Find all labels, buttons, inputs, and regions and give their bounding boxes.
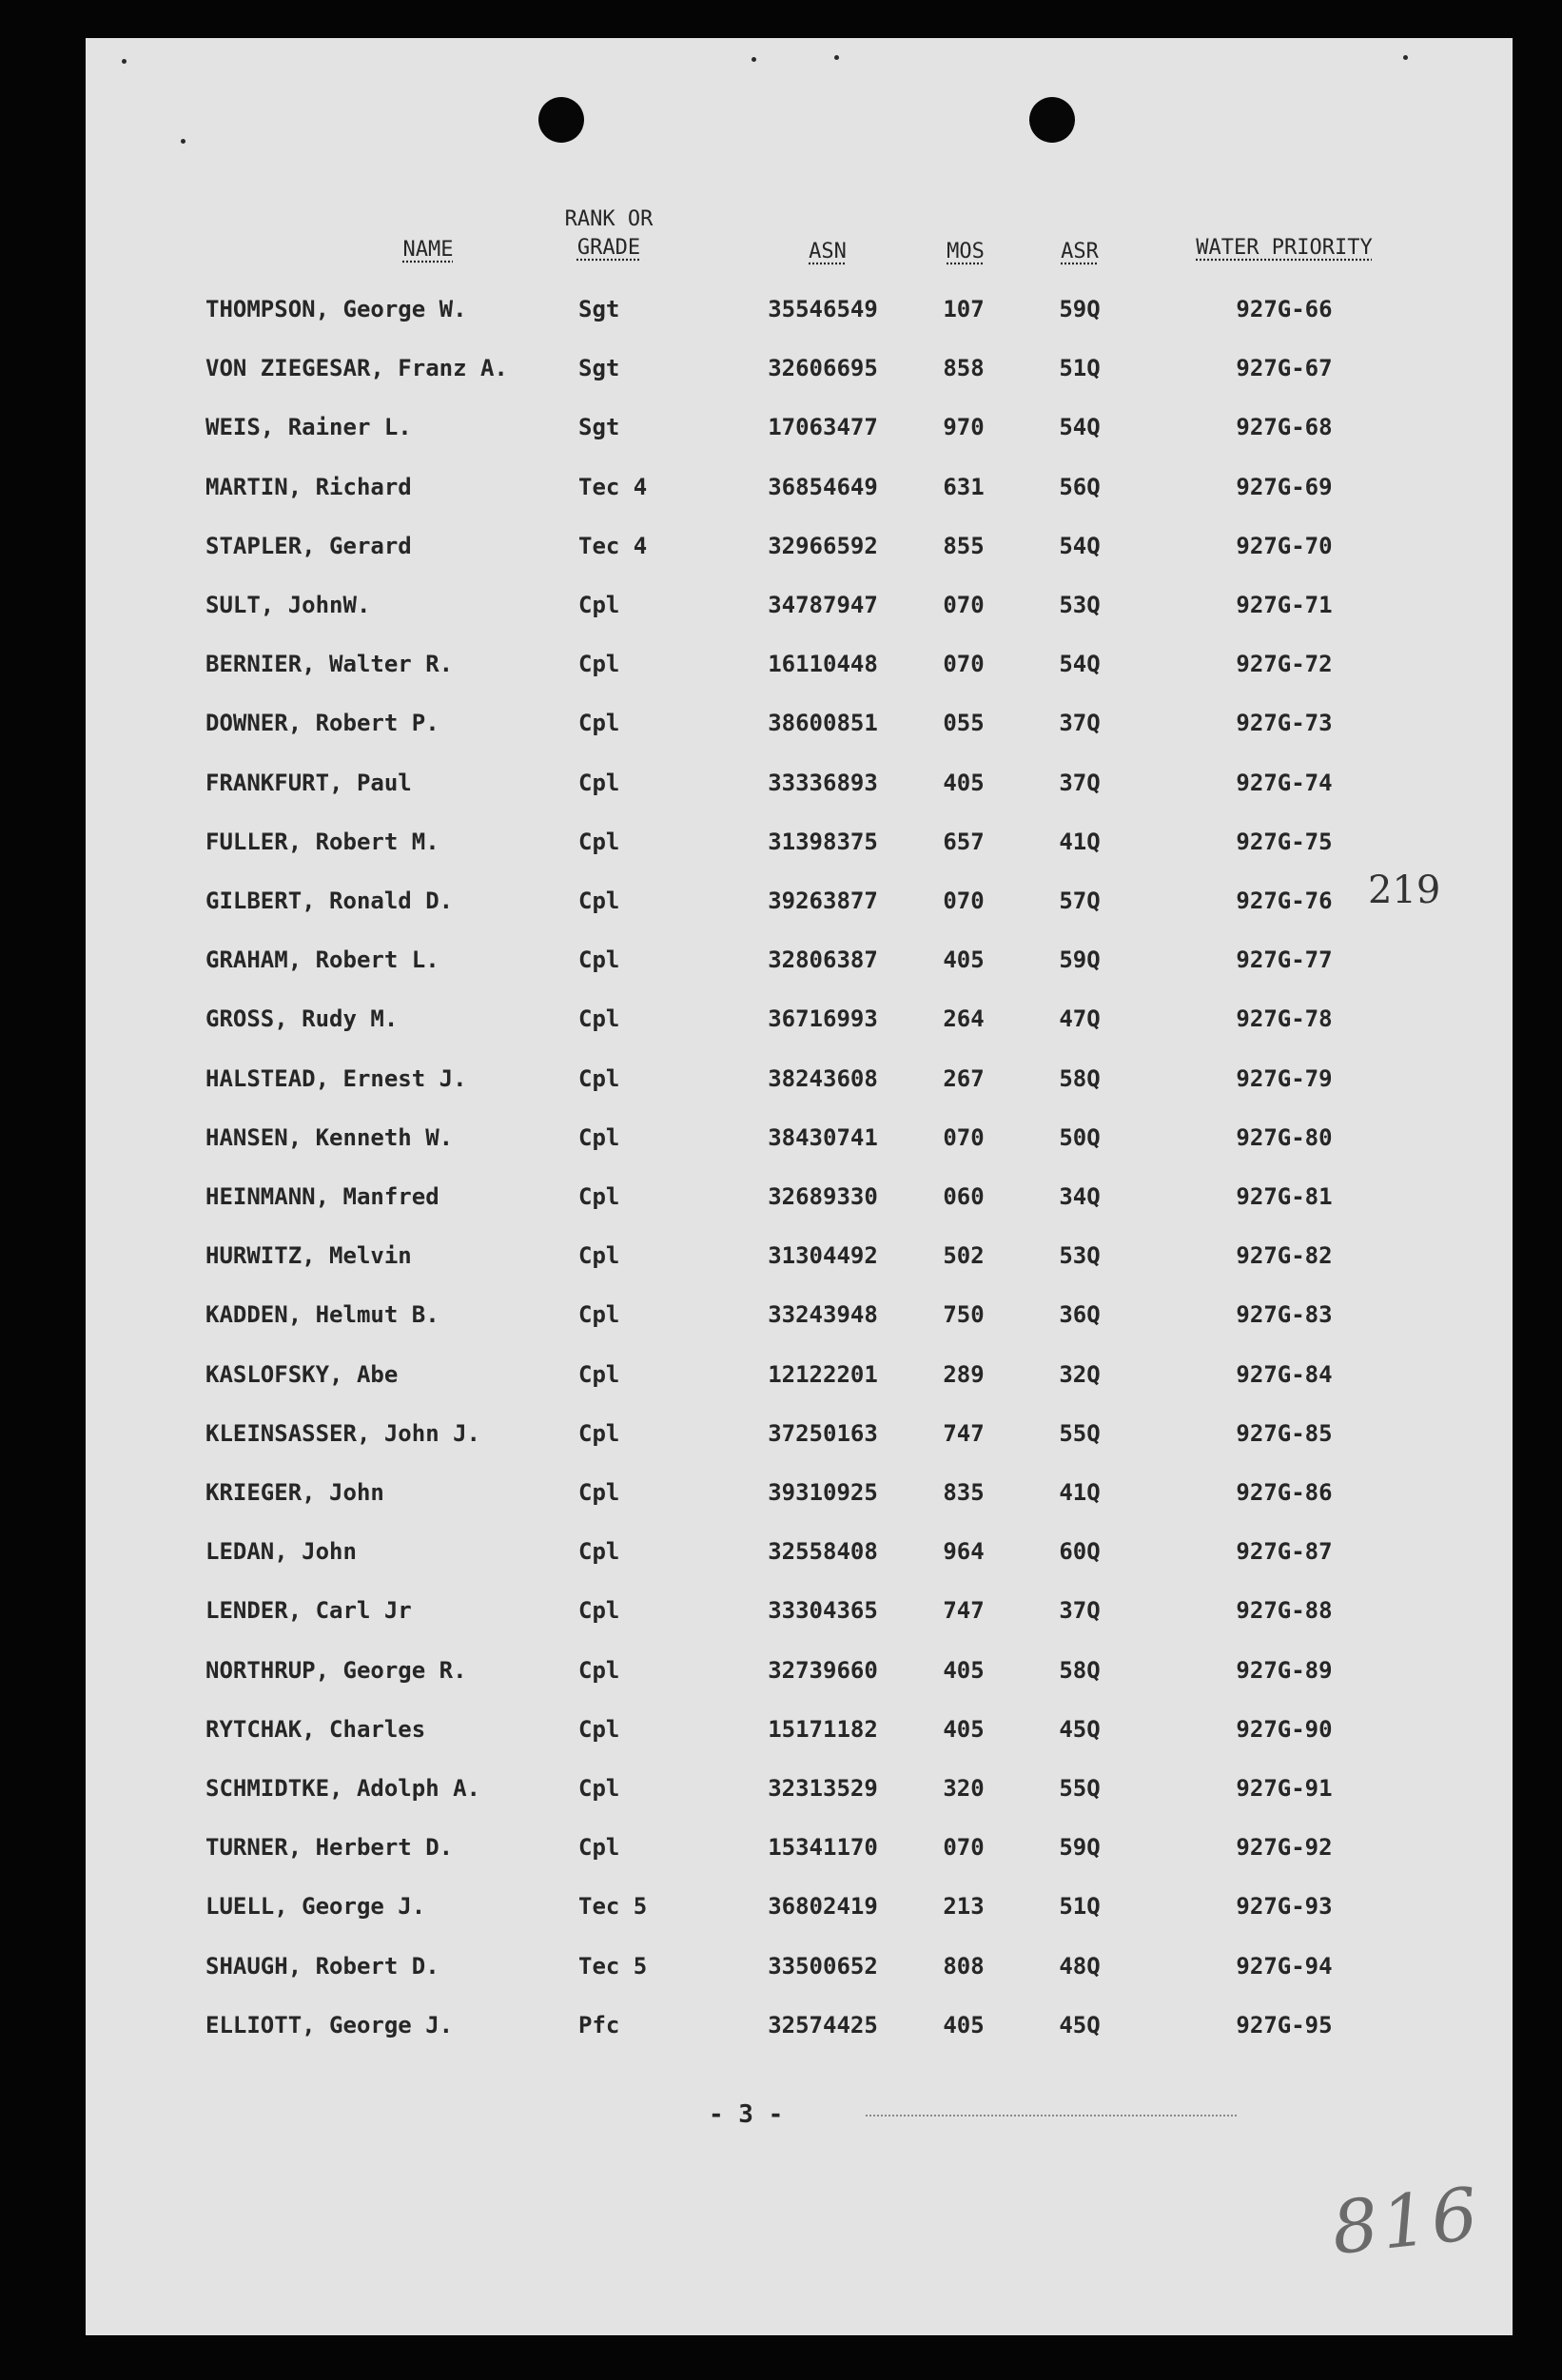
table-row — [86, 349, 1513, 387]
row-asr: 54Q — [1059, 532, 1101, 559]
table-row — [86, 586, 1513, 624]
row-rank: Cpl — [578, 651, 620, 678]
row-asr: 45Q — [1059, 2011, 1101, 2039]
row-asr: 41Q — [1059, 828, 1101, 855]
row-water-priority: 927G-78 — [1236, 1005, 1333, 1033]
row-asn: 31304492 — [768, 1242, 878, 1270]
table-row — [86, 1000, 1513, 1038]
table-row — [86, 645, 1513, 683]
header-mos: MOS — [947, 240, 985, 263]
row-water-priority: 927G-71 — [1236, 592, 1333, 618]
row-water-priority: 927G-73 — [1236, 710, 1333, 737]
row-asr: 36Q — [1059, 1301, 1101, 1329]
row-mos: 858 — [943, 355, 985, 382]
row-asr: 59Q — [1059, 1834, 1101, 1862]
row-name: STAPLER, Gerard — [205, 532, 412, 559]
table-row — [86, 1473, 1513, 1512]
row-name: RYTCHAK, Charles — [205, 1715, 426, 1743]
paper-speck — [181, 139, 185, 144]
table-row — [86, 1769, 1513, 1807]
paper-speck — [834, 55, 839, 60]
row-rank: Cpl — [578, 1301, 620, 1329]
row-water-priority: 927G-90 — [1236, 1715, 1333, 1743]
row-rank: Cpl — [578, 946, 620, 974]
punch-hole — [1029, 97, 1075, 143]
row-rank: Cpl — [578, 1360, 620, 1388]
table-row — [86, 1887, 1513, 1925]
row-rank: Cpl — [578, 888, 620, 914]
header-asr: ASR — [1061, 240, 1099, 263]
row-water-priority: 927G-82 — [1236, 1242, 1333, 1270]
row-rank: Cpl — [578, 710, 620, 737]
dotted-line — [866, 2115, 1237, 2117]
row-asn: 15171182 — [768, 1715, 878, 1743]
row-name: ELLIOTT, George J. — [205, 2011, 454, 2039]
table-row — [86, 408, 1513, 446]
row-asr: 54Q — [1059, 414, 1101, 441]
row-asr: 45Q — [1059, 1715, 1101, 1743]
row-rank: Cpl — [578, 1005, 620, 1033]
row-asr: 60Q — [1059, 1538, 1101, 1566]
table-row — [86, 823, 1513, 861]
row-mos: 750 — [943, 1301, 985, 1329]
table-row — [86, 290, 1513, 328]
row-asn: 33304365 — [768, 1597, 878, 1625]
row-water-priority: 927G-92 — [1236, 1834, 1333, 1862]
row-name: HEINMANN, Manfred — [205, 1183, 439, 1210]
row-asn: 36716993 — [768, 1005, 878, 1033]
row-mos: 264 — [943, 1005, 985, 1033]
row-asr: 55Q — [1059, 1775, 1101, 1802]
row-mos: 405 — [943, 769, 985, 796]
row-mos: 070 — [943, 888, 985, 914]
row-asr: 37Q — [1059, 710, 1101, 737]
row-rank: Cpl — [578, 1834, 620, 1862]
row-mos: 502 — [943, 1242, 985, 1270]
row-asr: 34Q — [1059, 1183, 1101, 1210]
row-asn: 39310925 — [768, 1479, 878, 1506]
row-asn: 17063477 — [768, 414, 878, 441]
row-asr: 53Q — [1059, 592, 1101, 618]
row-asn: 35546549 — [768, 296, 878, 322]
row-mos: 213 — [943, 1893, 985, 1921]
row-rank: Cpl — [578, 1123, 620, 1151]
row-water-priority: 927G-74 — [1236, 769, 1333, 796]
paper-speck — [752, 57, 756, 62]
row-asr: 50Q — [1059, 1123, 1101, 1151]
row-water-priority: 927G-68 — [1236, 414, 1333, 441]
row-asn: 12122201 — [768, 1360, 878, 1388]
row-asn: 32606695 — [768, 355, 878, 382]
row-name: HANSEN, Kenneth W. — [205, 1123, 454, 1151]
row-name: LENDER, Carl Jr — [205, 1597, 412, 1625]
row-water-priority: 927G-76 — [1236, 888, 1333, 914]
row-name: HURWITZ, Melvin — [205, 1242, 412, 1270]
row-rank: Sgt — [578, 296, 620, 322]
table-row — [86, 1414, 1513, 1453]
row-asn: 37250163 — [768, 1419, 878, 1447]
row-asn: 38600851 — [768, 710, 878, 737]
table-row — [86, 1060, 1513, 1098]
row-water-priority: 927G-88 — [1236, 1597, 1333, 1625]
row-mos: 267 — [943, 1064, 985, 1092]
row-mos: 055 — [943, 710, 985, 737]
row-water-priority: 927G-84 — [1236, 1360, 1333, 1388]
row-rank: Sgt — [578, 414, 620, 441]
table-row — [86, 764, 1513, 802]
table-row — [86, 704, 1513, 742]
side-number: 219 — [1368, 868, 1441, 912]
row-mos: 070 — [943, 651, 985, 678]
row-asn: 32558408 — [768, 1538, 878, 1566]
table-row — [86, 1651, 1513, 1689]
row-asn: 32689330 — [768, 1183, 878, 1210]
row-name: FRANKFURT, Paul — [205, 769, 412, 796]
row-mos: 070 — [943, 1123, 985, 1151]
row-asr: 59Q — [1059, 946, 1101, 974]
row-mos: 747 — [943, 1597, 985, 1625]
row-asr: 41Q — [1059, 1479, 1101, 1506]
row-name: KRIEGER, John — [205, 1479, 384, 1506]
row-asn: 32313529 — [768, 1775, 878, 1802]
row-mos: 855 — [943, 532, 985, 559]
row-water-priority: 927G-89 — [1236, 1656, 1333, 1684]
row-asr: 47Q — [1059, 1005, 1101, 1033]
row-asr: 56Q — [1059, 473, 1101, 500]
row-asr: 37Q — [1059, 769, 1101, 796]
header-rank-top: RANK OR — [564, 207, 654, 231]
row-name: MARTIN, Richard — [205, 473, 412, 500]
row-name: KASLOFSKY, Abe — [205, 1360, 399, 1388]
row-water-priority: 927G-81 — [1236, 1183, 1333, 1210]
row-mos: 970 — [943, 414, 985, 441]
header-rank-bottom: GRADE — [576, 236, 641, 260]
row-asn: 33336893 — [768, 769, 878, 796]
paper-speck — [1403, 55, 1408, 60]
row-asn: 38430741 — [768, 1123, 878, 1151]
row-mos: 405 — [943, 1656, 985, 1684]
row-asr: 32Q — [1059, 1360, 1101, 1388]
row-rank: Tec 4 — [578, 532, 648, 559]
row-water-priority: 927G-66 — [1236, 296, 1333, 322]
row-asr: 54Q — [1059, 651, 1101, 678]
row-name: KADDEN, Helmut B. — [205, 1301, 439, 1329]
row-water-priority: 927G-77 — [1236, 946, 1333, 974]
row-asn: 31398375 — [768, 828, 878, 855]
row-mos: 808 — [943, 1952, 985, 1980]
table-row — [86, 1178, 1513, 1216]
row-name: BERNIER, Walter R. — [205, 651, 454, 678]
row-rank: Cpl — [578, 1479, 620, 1506]
row-asn: 36854649 — [768, 473, 878, 500]
row-asn: 32739660 — [768, 1656, 878, 1684]
header-asn: ASN — [809, 240, 847, 263]
row-asn: 33500652 — [768, 1952, 878, 1980]
row-mos: 107 — [943, 296, 985, 322]
row-rank: Pfc — [578, 2011, 620, 2039]
paper-speck — [122, 59, 127, 64]
row-rank: Tec 5 — [578, 1952, 648, 1980]
row-name: HALSTEAD, Ernest J. — [205, 1064, 467, 1092]
row-name: WEIS, Rainer L. — [205, 414, 412, 441]
handwritten-number: 816 — [1327, 2171, 1486, 2271]
row-rank: Cpl — [578, 1656, 620, 1684]
row-rank: Sgt — [578, 355, 620, 382]
row-rank: Cpl — [578, 1538, 620, 1566]
row-mos: 070 — [943, 1834, 985, 1862]
row-asr: 55Q — [1059, 1419, 1101, 1447]
row-mos: 289 — [943, 1360, 985, 1388]
row-asr: 58Q — [1059, 1656, 1101, 1684]
row-water-priority: 927G-83 — [1236, 1301, 1333, 1329]
row-name: SHAUGH, Robert D. — [205, 1952, 439, 1980]
row-name: GILBERT, Ronald D. — [205, 888, 454, 914]
row-water-priority: 927G-75 — [1236, 828, 1333, 855]
row-water-priority: 927G-86 — [1236, 1479, 1333, 1506]
row-water-priority: 927G-93 — [1236, 1893, 1333, 1921]
table-row — [86, 1828, 1513, 1866]
table-row — [86, 882, 1513, 920]
row-rank: Cpl — [578, 1775, 620, 1802]
row-rank: Cpl — [578, 1597, 620, 1625]
row-water-priority: 927G-69 — [1236, 473, 1333, 500]
row-mos: 631 — [943, 473, 985, 500]
row-name: GRAHAM, Robert L. — [205, 946, 439, 974]
table-row — [86, 468, 1513, 506]
table-row — [86, 1296, 1513, 1334]
row-name: DOWNER, Robert P. — [205, 710, 439, 737]
row-rank: Cpl — [578, 1242, 620, 1270]
page-number: - 3 - — [709, 2100, 784, 2129]
row-mos: 835 — [943, 1479, 985, 1506]
row-name: SCHMIDTKE, Adolph A. — [205, 1775, 480, 1802]
row-asr: 57Q — [1059, 888, 1101, 914]
row-mos: 747 — [943, 1419, 985, 1447]
table-row — [86, 1532, 1513, 1570]
row-rank: Cpl — [578, 1183, 620, 1210]
row-asr: 51Q — [1059, 1893, 1101, 1921]
table-row — [86, 1119, 1513, 1157]
row-rank: Tec 4 — [578, 473, 648, 500]
row-rank: Cpl — [578, 592, 620, 618]
document-page — [86, 38, 1513, 2335]
row-asr: 51Q — [1059, 355, 1101, 382]
row-water-priority: 927G-80 — [1236, 1123, 1333, 1151]
table-row — [86, 1591, 1513, 1629]
row-asn: 36802419 — [768, 1893, 878, 1921]
row-name: FULLER, Robert M. — [205, 828, 439, 855]
row-asn: 16110448 — [768, 651, 878, 678]
row-water-priority: 927G-79 — [1236, 1064, 1333, 1092]
row-name: KLEINSASSER, John J. — [205, 1419, 480, 1447]
row-asn: 32966592 — [768, 532, 878, 559]
row-mos: 405 — [943, 2011, 985, 2039]
row-name: NORTHRUP, George R. — [205, 1656, 467, 1684]
row-rank: Tec 5 — [578, 1893, 648, 1921]
table-row — [86, 2006, 1513, 2044]
table-row — [86, 1356, 1513, 1394]
header-water-priority: WATER PRIORITY — [1196, 236, 1373, 260]
row-mos: 320 — [943, 1775, 985, 1802]
row-asn: 32574425 — [768, 2011, 878, 2039]
row-mos: 657 — [943, 828, 985, 855]
row-mos: 405 — [943, 946, 985, 974]
table-row — [86, 1947, 1513, 1985]
row-rank: Cpl — [578, 828, 620, 855]
row-asn: 33243948 — [768, 1301, 878, 1329]
row-mos: 964 — [943, 1538, 985, 1566]
row-water-priority: 927G-67 — [1236, 355, 1333, 382]
row-water-priority: 927G-87 — [1236, 1538, 1333, 1566]
row-water-priority: 927G-70 — [1236, 532, 1333, 559]
row-name: VON ZIEGESAR, Franz A. — [205, 355, 508, 382]
row-name: TURNER, Herbert D. — [205, 1834, 454, 1862]
row-asn: 34787947 — [768, 592, 878, 618]
row-mos: 070 — [943, 592, 985, 618]
row-asr: 48Q — [1059, 1952, 1101, 1980]
row-name: LEDAN, John — [205, 1538, 357, 1566]
row-asn: 32806387 — [768, 946, 878, 974]
row-water-priority: 927G-85 — [1236, 1419, 1333, 1447]
row-asn: 15341170 — [768, 1834, 878, 1862]
row-asr: 58Q — [1059, 1064, 1101, 1092]
row-rank: Cpl — [578, 769, 620, 796]
header-name: NAME — [402, 238, 454, 262]
row-rank: Cpl — [578, 1064, 620, 1092]
table-row — [86, 1710, 1513, 1748]
row-mos: 405 — [943, 1715, 985, 1743]
table-row — [86, 941, 1513, 979]
row-water-priority: 927G-91 — [1236, 1775, 1333, 1802]
punch-hole — [538, 97, 584, 143]
row-name: SULT, JohnW. — [205, 592, 371, 618]
row-asn: 38243608 — [768, 1064, 878, 1092]
table-row — [86, 527, 1513, 565]
row-mos: 060 — [943, 1183, 985, 1210]
row-water-priority: 927G-94 — [1236, 1952, 1333, 1980]
row-rank: Cpl — [578, 1419, 620, 1447]
row-asr: 37Q — [1059, 1597, 1101, 1625]
row-water-priority: 927G-72 — [1236, 651, 1333, 678]
row-asn: 39263877 — [768, 888, 878, 914]
row-name: LUELL, George J. — [205, 1893, 426, 1921]
row-name: THOMPSON, George W. — [205, 296, 467, 322]
row-asr: 53Q — [1059, 1242, 1101, 1270]
table-row — [86, 1237, 1513, 1275]
row-water-priority: 927G-95 — [1236, 2011, 1333, 2039]
row-asr: 59Q — [1059, 296, 1101, 322]
row-name: GROSS, Rudy M. — [205, 1005, 399, 1033]
row-rank: Cpl — [578, 1715, 620, 1743]
